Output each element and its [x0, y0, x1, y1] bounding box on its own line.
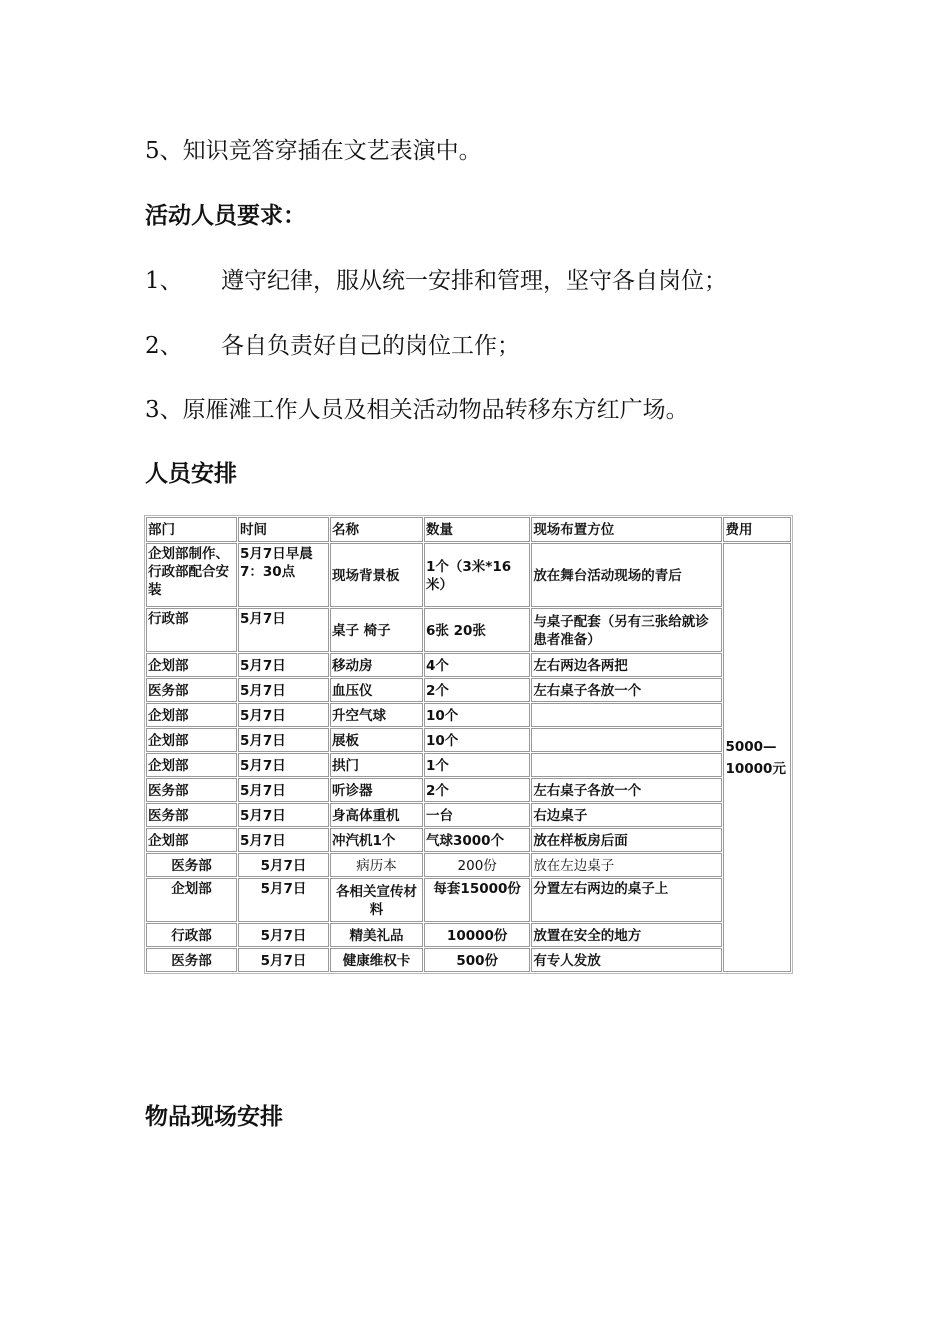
cell-quantity: 一台 [424, 803, 530, 827]
cell-department: 医务部 [146, 853, 237, 877]
requirement-3: 3、原雁滩工作人员及相关活动物品转移东方红广场。 [145, 397, 689, 423]
table-row [146, 948, 791, 972]
cell-quantity: 2个 [424, 778, 530, 802]
staff-arrangement-table [145, 516, 792, 973]
cell-department: 医务部 [146, 778, 237, 802]
cell-quantity: 每套15000份 [424, 878, 530, 922]
cell-time: 5月7日 [238, 853, 329, 877]
cell-time: 5月7日 [238, 878, 329, 922]
table-row [146, 543, 791, 607]
cell-placement: 左右桌子各放一个 [531, 678, 722, 702]
cell-department: 企划部 [146, 703, 237, 727]
cell-quantity: 10个 [424, 703, 530, 727]
cell-quantity: 6张 20张 [424, 608, 530, 652]
cell-department: 行政部 [146, 923, 237, 947]
cell-name: 移动房 [330, 653, 423, 677]
cell-name: 展板 [330, 728, 423, 752]
heading-staff-arrangement: 人员安排 [145, 461, 237, 487]
cell-name: 桌子 椅子 [330, 608, 423, 652]
table-row [146, 923, 791, 947]
cell-department: 医务部 [146, 803, 237, 827]
cell-department: 医务部 [146, 948, 237, 972]
cell-placement [531, 728, 722, 752]
cell-placement: 放在舞台活动现场的青后 [531, 543, 722, 607]
heading-staff-requirements: 活动人员要求： [145, 203, 306, 229]
fee-line-2: 10000元 [725, 761, 786, 777]
fee-line-1: 5000— [725, 739, 777, 755]
table-row [146, 753, 791, 777]
requirement-1 [145, 266, 727, 296]
cell-name: 现场背景板 [330, 543, 423, 607]
cell-placement: 右边桌子 [531, 803, 722, 827]
cell-placement: 放在左边桌子 [531, 853, 722, 877]
paragraph-item-5: 5、知识竞答穿插在文艺表演中。 [145, 138, 482, 164]
staff-arrangement-table-wrapper [144, 515, 793, 974]
cell-department: 企划部 [146, 728, 237, 752]
cell-quantity: 10个 [424, 728, 530, 752]
cell-quantity: 2个 [424, 678, 530, 702]
table-row [146, 803, 791, 827]
cell-quantity: 1个 [424, 753, 530, 777]
table-row [146, 828, 791, 852]
cell-department: 行政部 [146, 608, 237, 652]
cell-quantity: 气球3000个 [424, 828, 530, 852]
cell-placement [531, 753, 722, 777]
table-row [146, 653, 791, 677]
cell-time: 5月7日 [238, 608, 329, 652]
cell-department: 企划部 [146, 878, 237, 922]
cell-name: 听诊器 [330, 778, 423, 802]
cell-time: 5月7日 [238, 923, 329, 947]
cell-time: 5月7日早晨7：30点 [238, 543, 329, 607]
table-row [146, 608, 791, 652]
header-placement: 现场布置方位 [531, 517, 722, 542]
cell-name: 各相关宣传材料 [330, 878, 423, 922]
cell-department: 医务部 [146, 678, 237, 702]
cell-placement: 与桌子配套（另有三张给就诊患者准备） [531, 608, 722, 652]
table-row [146, 728, 791, 752]
cell-quantity: 1个（3米*16米） [424, 543, 530, 607]
cell-time: 5月7日 [238, 828, 329, 852]
cell-placement: 放置在安全的地方 [531, 923, 722, 947]
cell-name: 冲汽机1个 [330, 828, 423, 852]
cell-department: 企划部制作、行政部配合安装 [146, 543, 237, 607]
cell-quantity: 4个 [424, 653, 530, 677]
cell-department: 企划部 [146, 828, 237, 852]
cell-placement [531, 703, 722, 727]
cell-quantity: 10000份 [424, 923, 530, 947]
cell-time: 5月7日 [238, 753, 329, 777]
table-row [146, 853, 791, 877]
header-fee: 费用 [723, 517, 791, 542]
header-department: 部门 [146, 517, 237, 542]
cell-name: 病历本 [330, 853, 423, 877]
cell-department: 企划部 [146, 653, 237, 677]
cell-time: 5月7日 [238, 678, 329, 702]
header-time: 时间 [238, 517, 329, 542]
cell-fee [723, 543, 791, 972]
cell-placement: 左右桌子各放一个 [531, 778, 722, 802]
cell-time: 5月7日 [238, 803, 329, 827]
cell-name: 健康维权卡 [330, 948, 423, 972]
cell-department: 企划部 [146, 753, 237, 777]
table-row [146, 878, 791, 922]
cell-name: 升空气球 [330, 703, 423, 727]
requirement-1-text: 遵守纪律，服从统一安排和管理，坚守各自岗位； [221, 268, 727, 294]
cell-placement: 有专人发放 [531, 948, 722, 972]
table-row [146, 778, 791, 802]
cell-time: 5月7日 [238, 778, 329, 802]
cell-time: 5月7日 [238, 703, 329, 727]
cell-name: 拱门 [330, 753, 423, 777]
requirement-2 [145, 331, 520, 361]
cell-placement: 分置左右两边的桌子上 [531, 878, 722, 922]
cell-quantity: 500份 [424, 948, 530, 972]
cell-placement: 放在样板房后面 [531, 828, 722, 852]
table-row [146, 703, 791, 727]
cell-name: 身高体重机 [330, 803, 423, 827]
cell-time: 5月7日 [238, 653, 329, 677]
table-header-row [146, 517, 791, 542]
requirement-2-number: 2、 [145, 333, 183, 359]
header-name: 名称 [330, 517, 423, 542]
cell-name: 血压仪 [330, 678, 423, 702]
requirement-1-number: 1、 [145, 268, 183, 294]
cell-time: 5月7日 [238, 728, 329, 752]
header-quantity: 数量 [424, 517, 530, 542]
cell-quantity: 200份 [424, 853, 530, 877]
cell-placement: 左右两边各两把 [531, 653, 722, 677]
requirement-2-text: 各自负责好自己的岗位工作； [221, 333, 520, 359]
table-row [146, 678, 791, 702]
cell-time: 5月7日 [238, 948, 329, 972]
cell-name: 精美礼品 [330, 923, 423, 947]
heading-goods-arrangement: 物品现场安排 [145, 1104, 283, 1130]
